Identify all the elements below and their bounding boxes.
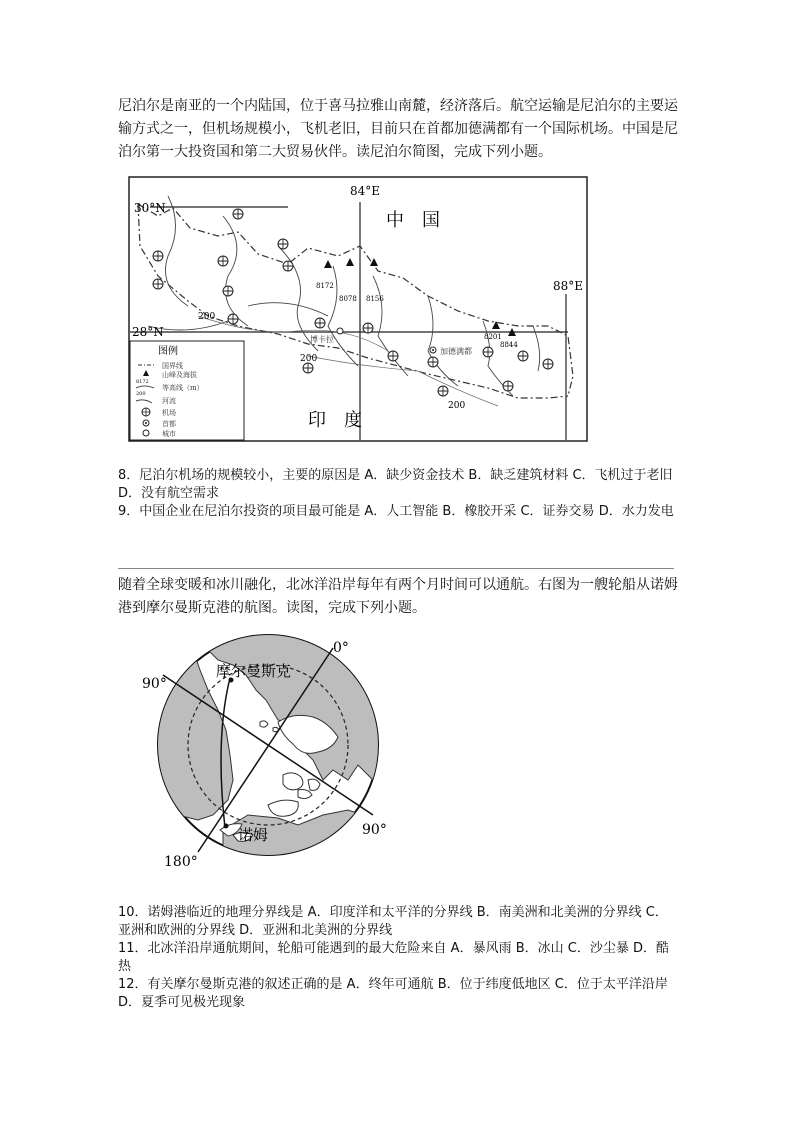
lat28-label: 28°N: [132, 325, 164, 339]
china-label: 中 国: [386, 210, 440, 231]
contour-label: 200: [198, 312, 216, 322]
passage-arctic: 随着全球变暖和冰川融化，北冰洋沿岸每年有两个月时间可以通航。右图为一艘轮船从诺姆港到摩尔曼斯克港的航图。读图，完成下列小题。: [118, 577, 678, 616]
pokhara-label: 博卡拉: [310, 335, 334, 344]
lon84-label: 84°E: [350, 184, 381, 198]
legend-item: 山峰及海拔: [162, 371, 197, 379]
meridian-90e-label: 90°: [362, 822, 387, 838]
question-8: 8．尼泊尔机场的规模较小，主要的原因是 A．缺少资金技术 B．缺乏建筑材料 C．飞机过于老旧 D．没有航空需求: [118, 468, 673, 501]
legend-item: 城市: [162, 430, 176, 438]
meridian-180-label: 180°: [164, 854, 198, 870]
contour-label: 200: [448, 401, 466, 411]
lat30-label: 30°N: [134, 201, 166, 215]
legend-item: 首都: [162, 420, 176, 428]
nepal-map: [128, 176, 590, 444]
legend-contour-sample: 200: [136, 391, 146, 397]
legend-item: 河流: [162, 397, 176, 405]
passage-nepal: 尼泊尔是南亚的一个内陆国，位于喜马拉雅山南麓，经济落后。航空运输是尼泊尔的主要运输方式之一，但机场规模小，飞机老旧，目前只在首都加德满都有一个国际机场。中国是尼泊尔第一大投资国和第二大贸易伙伴。读尼泊尔简图，完成下列小题。: [118, 98, 678, 160]
legend-item: 机场: [162, 409, 176, 417]
arctic-route-map: [138, 630, 398, 875]
legend-item: 国界线: [162, 362, 183, 370]
question-10: 10．诺姆港临近的地理分界线是 A．印度洋和太平洋的分界线 B．南美洲和北美洲的分界线 C．亚洲和欧洲的分界线 D．亚洲和北美洲的分界线: [118, 905, 668, 938]
lon88-label: 88°E: [553, 279, 584, 293]
peak-label: 8201: [484, 333, 502, 341]
legend-item: 等高线（m）: [162, 384, 204, 392]
india-label: 印 度: [308, 410, 362, 431]
question-12: 12．有关摩尔曼斯克港的叙述正确的是 A．终年可通航 B．位于纬度低地区 C．位于太平洋沿岸 D．夏季可见极光现象: [118, 977, 668, 1010]
peak-label: 8078: [339, 295, 357, 303]
peak-label: 8844: [500, 341, 518, 349]
contour-label: 200: [300, 354, 318, 364]
nome-label: 诺姆: [238, 826, 269, 844]
legend-title: 图例: [158, 346, 178, 357]
map-legend: [130, 341, 244, 440]
meridian-0-label: 0°: [333, 640, 349, 656]
peak-label: 8156: [366, 295, 384, 303]
kathmandu-label: 加德满都: [440, 347, 472, 356]
question-9: 9．中国企业在尼泊尔投资的项目最可能是 A．人工智能 B．橡胶开采 C．证券交易 D．水力发电: [118, 504, 674, 519]
question-11: 11．北冰洋沿岸通航期间，轮船可能遇到的最大危险来自 A．暴风雨 B．冰山 C．沙尘暴 D．酷热: [118, 941, 669, 974]
section-divider: [118, 568, 674, 569]
legend-peak-sample: 8172: [136, 379, 149, 385]
peak-label: 8172: [316, 282, 334, 290]
murmansk-label: 摩尔曼斯克: [216, 662, 292, 680]
meridian-90w-label: 90°: [142, 676, 167, 692]
